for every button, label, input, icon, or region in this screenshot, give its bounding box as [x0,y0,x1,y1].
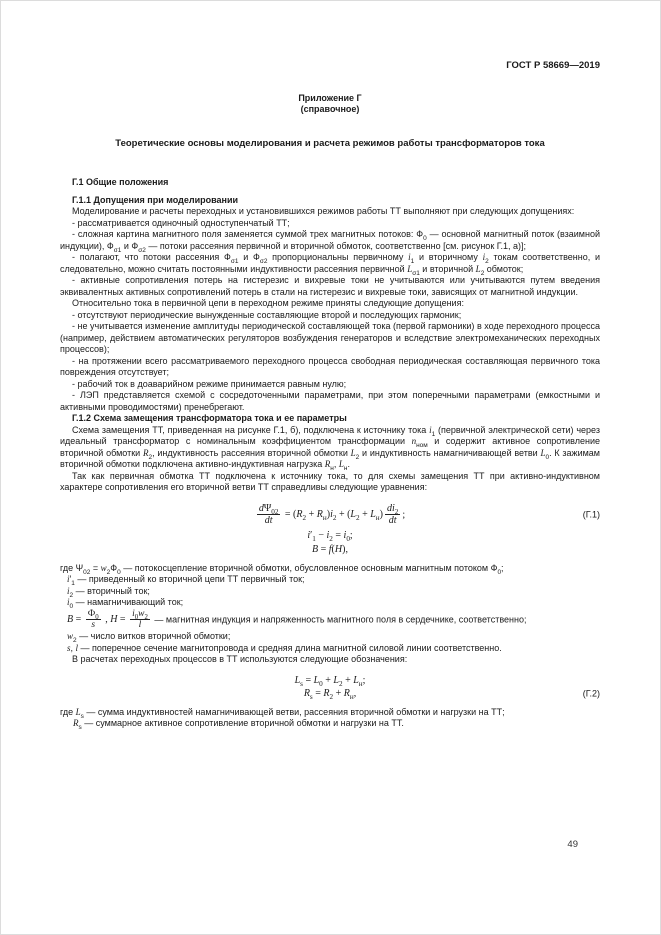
formula-g2 [60,675,600,700]
standard-number-header: ГОСТ Р 58669—2019 [506,60,600,71]
definition-item-with-fractions: B = $\frac{Ф_0}{s}$ , H = $\frac{i_0w_2}{l}$ — магнитная индукция и напряженность магнитного поля в сердечнике, соответственно; [67,608,527,631]
formula-g1 [60,503,600,556]
list-item: - рабочий ток в доаварийном режиме принимается равным нулю; [72,378,347,389]
definitions-g2 [60,707,600,730]
definition-item: $i'_1$ — приведенный ко вторичной цепи ТТ первичный ток; [67,574,305,587]
fraction: $\frac{Ф_0}{s}$ [87,608,99,631]
formula-g2-line2: $R_s = R_2 + R_н$, (Г.2) [303,688,600,702]
fraction: $\frac{d\Psi_{02}}{dt}$ [258,502,279,526]
paragraph: Схема замещения ТТ, приведенная на рисунке Г.1, б), подключена к источнику тока $i_1$ (первичной электрической сети) через идеальный трансформатор с номинальным коэффициентом трансформации $n_{ном}$ и содержит активное сопротивление вторичной обмотки $R_2$, индуктивность рассеяния вторичной обмотки $L_2$ и индуктивность намагничивающей ветви $L_0$. К зажимам вторичной обмотки подключена активно-индуктивная нагрузка $R_н$, $L_н$. [60,424,600,472]
definition-item: $i_2$ — вторичный ток; [67,585,150,599]
fraction: $\frac{i_0w_2}{l}$ [132,608,148,631]
formula-g2-line1: $L_s = L_0 + L_2 + L_н$; [294,674,366,688]
definition-item: $w_2$ — число витков вторичной обмотки; [67,631,231,645]
paragraph: Моделирование и расчеты переходных и установившихся режимов работы ТТ выполняют при следующих допущениях: [72,206,575,216]
appendix-label: Приложение Г [298,92,362,103]
appendix-block [60,93,600,116]
definition-item: где $\Psi_{02} = w_2Ф_0$ — потокосцепление вторичной обмотки, обусловленное основным магнитным потоком $Ф_0$; [60,562,504,576]
definition-item: где $L_s$ — сумма индуктивностей намагничивающей ветви, рассеяния вторичной обмотки и нагрузки на ТТ; [60,706,505,720]
paragraph: В расчетах переходных процессов в ТТ используются следующие обозначения: [72,654,408,665]
definition-item: $i_0$ — намагничивающий ток; [67,597,184,610]
list-item: - активные сопротивления потерь на гистерезис и вихревые токи не учитываются или учитываются путем введения эквивалентных активных сопротивлений потерь в стали на гистерезис и вихревые токи, зависящих от магнитной индукции. [60,275,600,297]
list-item: - сложная картина магнитного поля заменяется суммой трех магнитных потоков: $Ф_0$ — основной магнитный поток (взаимной индукции), $Ф_{\sigma 1}$ и $Ф_{\sigma 2}$ — потоки рассеяния первичной и вторичной обмоток, соответственно [см. рисунок Г.1, а)]; [60,229,600,254]
appendix-note: (справочное) [300,104,360,114]
equation-tag-g2: (Г.2) [582,688,600,699]
list-item: - отсутствуют периодические вынужденные составляющие второй и последующих гармоник; [72,309,462,320]
appendix-title: Теоретические основы моделирования и расчета режимов работы трансформаторов тока [115,137,545,149]
list-item: - полагают, что потоки рассеяния $Ф_{\sigma 1}$ и $Ф_{\sigma 2}$ пропорциональны первичному $i_1$ и вторичному $i_2$ токам соответственно, и следовательно, можно считать постоянными индуктивности рассеяния первичной $L_{\sigma 1}$ и вторичной $L_2$ обмоток; [60,252,600,277]
fraction: $\frac{di_2}{dt}$ [386,502,399,526]
section-heading-g11: Г.1.1 Допущения при моделировании [72,194,239,205]
section-heading-g12: Г.1.2 Схема замещения трансформатора тока и ее параметры [72,413,347,423]
section-heading-g1: Г.1 Общие положения [72,177,169,187]
definition-item: s, l — поперечное сечение магнитопровода и средняя длина магнитной силовой линии соответственно. [67,642,502,653]
formula-g1-line3: B = f(H), [312,544,348,555]
paragraph: Так как первичная обмотка ТТ подключена к источнику тока, то для схемы замещения ТТ при активно-индуктивном характере сопротивления его вторичной ветви ТТ справедливы следующие уравнения: [60,470,600,492]
equation-tag-g1: (Г.1) [582,508,600,519]
definition-item: $R_s$ — суммарное активное сопротивление вторичной обмотки и нагрузки на ТТ. [73,718,404,732]
list-item: - не учитывается изменение амплитуды периодической составляющей тока (первой гармоники) в ходе переходного процесса (например, действием автоматических регуляторов возбуждения генераторов и вследствие электромеханических переходных процессов); [60,321,600,354]
definitions-g1 [60,563,600,655]
page-number: 49 [567,839,578,850]
paragraph: Относительно тока в первичной цепи в переходном режиме приняты следующие допущения: [72,298,464,308]
formula-g1-line1: $\frac{d\Psi_{02}}{dt}$ = $(R_2 + R_н)i_2 + (L_2 + L_н)$ $\frac{di_2}{dt}$ ; (Г.1) [258,502,600,526]
formula-g1-line2: $i'_1 - i_2 = i_0$; [307,529,353,543]
list-item: - рассматривается одиночный одноступенчатый ТТ; [72,217,290,228]
list-item: - ЛЭП представляется схемой с сосредоточенными параметрами, при этом поперечными параметрами (емкостными и активными проводимостями) пренебрегают. [60,390,600,412]
list-item: - на протяжении всего рассматриваемого переходного процесса свободная периодическая составляющая первичного тока повреждения отсутствует; [60,355,600,377]
